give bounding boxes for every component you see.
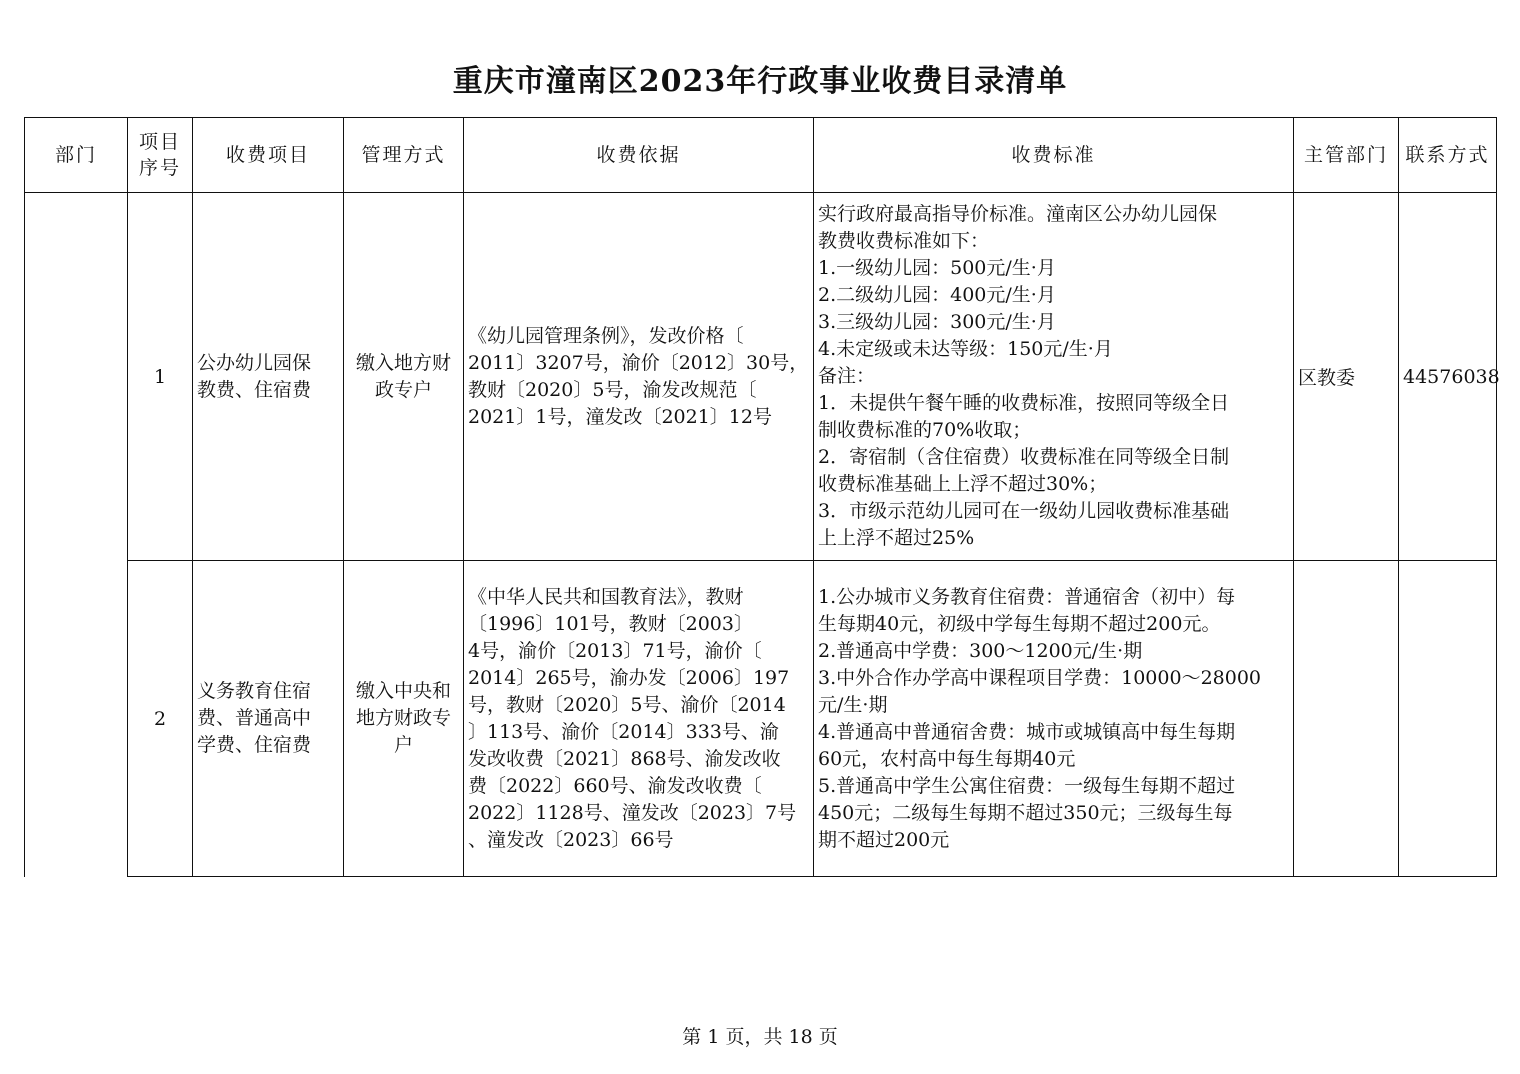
table-row — [25, 193, 1497, 561]
row-contact: 44576038 — [1399, 193, 1497, 561]
header-item: 收费项目 — [193, 118, 344, 193]
standard-line: 3.三级幼儿园：300元/生·月 — [818, 311, 1056, 333]
row-item — [193, 561, 344, 877]
standard-line: 制收费标准的70%收取； — [818, 419, 1032, 441]
page-footer: 第 1 页，共 18 页 — [682, 1026, 838, 1048]
basis-line: 2014〕265号，渝办发〔2006〕197 — [468, 666, 790, 689]
standard-line: 4.未定级或未达等级：150元/生·月 — [818, 338, 1113, 360]
standard-line: 期不超过200元 — [818, 828, 950, 851]
basis-line: 2022〕1128号、潼发改〔2023〕7号 — [468, 801, 797, 824]
item-line: 公办幼儿园保 — [197, 351, 312, 374]
header-seq — [128, 118, 193, 193]
header-dept: 部门 — [25, 118, 128, 193]
mgmt-line: 缴入地方财 — [355, 351, 451, 374]
row-seq: 2 — [128, 561, 193, 877]
standard-line: 元/生·期 — [818, 693, 888, 716]
basis-line: 4号，渝价〔2013〕71号，渝价〔 — [468, 639, 762, 662]
table-header-row — [25, 118, 1497, 193]
header-authority: 主管部门 — [1294, 118, 1399, 193]
standard-line: 1.一级幼儿园：500元/生·月 — [818, 257, 1056, 279]
standard-line: 上上浮不超过25% — [818, 527, 975, 549]
standard-line: 60元，农村高中每生每期40元 — [818, 747, 1076, 770]
mgmt-line: 缴入中央和 — [355, 680, 451, 702]
header-mgmt: 管理方式 — [344, 118, 464, 193]
row-basis — [464, 193, 814, 561]
standard-line: 收费标准基础上上浮不超过30%； — [818, 473, 1108, 495]
row-mgmt — [344, 561, 464, 877]
basis-line: 2021〕1号，潼发改〔2021〕12号 — [468, 405, 772, 428]
dept-cell — [25, 193, 128, 877]
standard-line: 450元；二级每生每期不超过350元；三级每生每 — [818, 801, 1233, 824]
standard-line: 2．寄宿制（含住宿费）收费标准在同等级全日制 — [818, 446, 1230, 468]
basis-line: 〕113号、渝价〔2014〕333号、渝 — [468, 720, 779, 743]
basis-line: 〔1996〕101号，教财〔2003〕 — [468, 612, 753, 635]
basis-line: 教财〔2020〕5号，渝发改规范〔 — [468, 378, 757, 401]
basis-line: 2011〕3207号，渝价〔2012〕30号， — [468, 351, 809, 374]
row-item — [193, 193, 344, 561]
header-seq-line1: 项目 — [138, 131, 181, 153]
header-contact: 联系方式 — [1399, 118, 1497, 193]
row-authority: 区教委 — [1294, 193, 1399, 561]
item-line: 义务教育住宿 — [197, 680, 312, 702]
fee-catalog-table — [24, 117, 1500, 877]
page-title: 重庆市潼南区2023年行政事业收费目录清单 — [452, 64, 1068, 99]
standard-line: 1.公办城市义务教育住宿费：普通宿舍（初中）每 — [818, 585, 1236, 608]
standard-line: 2.二级幼儿园：400元/生·月 — [818, 284, 1056, 306]
standard-line: 备注： — [818, 365, 876, 387]
row-seq: 1 — [128, 193, 193, 561]
header-standard: 收费标准 — [814, 118, 1294, 193]
standard-line: 3．市级示范幼儿园可在一级幼儿园收费标准基础 — [818, 500, 1230, 522]
basis-line: 费〔2022〕660号、渝发改收费〔 — [468, 774, 762, 797]
row-contact — [1399, 561, 1497, 877]
row-standard — [814, 193, 1294, 561]
basis-line: 《幼儿园管理条例》，发改价格〔 — [468, 324, 744, 347]
basis-line: 发改收费〔2021〕868号、渝发改收 — [468, 747, 781, 770]
standard-line: 3.中外合作办学高中课程项目学费：10000～28000 — [818, 666, 1262, 689]
item-line: 学费、住宿费 — [197, 734, 312, 756]
table-row — [25, 561, 1497, 877]
standard-line: 4.普通高中普通宿舍费：城市或城镇高中每生每期 — [818, 720, 1236, 743]
header-seq-line2: 序号 — [138, 157, 181, 179]
row-mgmt — [344, 193, 464, 561]
mgmt-line: 政专户 — [374, 378, 432, 401]
header-basis: 收费依据 — [464, 118, 814, 193]
standard-line: 1．未提供午餐午睡的收费标准，按照同等级全日 — [818, 392, 1230, 414]
standard-line: 5.普通高中学生公寓住宿费：一级每生每期不超过 — [818, 774, 1236, 797]
row-authority — [1294, 561, 1399, 877]
basis-line: 号，教财〔2020〕5号、渝价〔2014 — [468, 693, 786, 716]
mgmt-line: 地方财政专 — [355, 707, 451, 729]
mgmt-line: 户 — [393, 734, 413, 756]
standard-line: 实行政府最高指导价标准。潼南区公办幼儿园保 — [818, 203, 1218, 225]
basis-line: 《中华人民共和国教育法》，教财 — [468, 585, 744, 608]
item-line: 费、普通高中 — [197, 707, 312, 729]
row-basis — [464, 561, 814, 877]
basis-line: 、潼发改〔2023〕66号 — [468, 828, 674, 851]
standard-line: 2.普通高中学费：300～1200元/生·期 — [818, 639, 1143, 662]
standard-line: 教费收费标准如下： — [818, 230, 990, 252]
standard-line: 生每期40元，初级中学每生每期不超过200元。 — [818, 612, 1221, 635]
row-standard — [814, 561, 1294, 877]
item-line: 教费、住宿费 — [197, 378, 312, 401]
